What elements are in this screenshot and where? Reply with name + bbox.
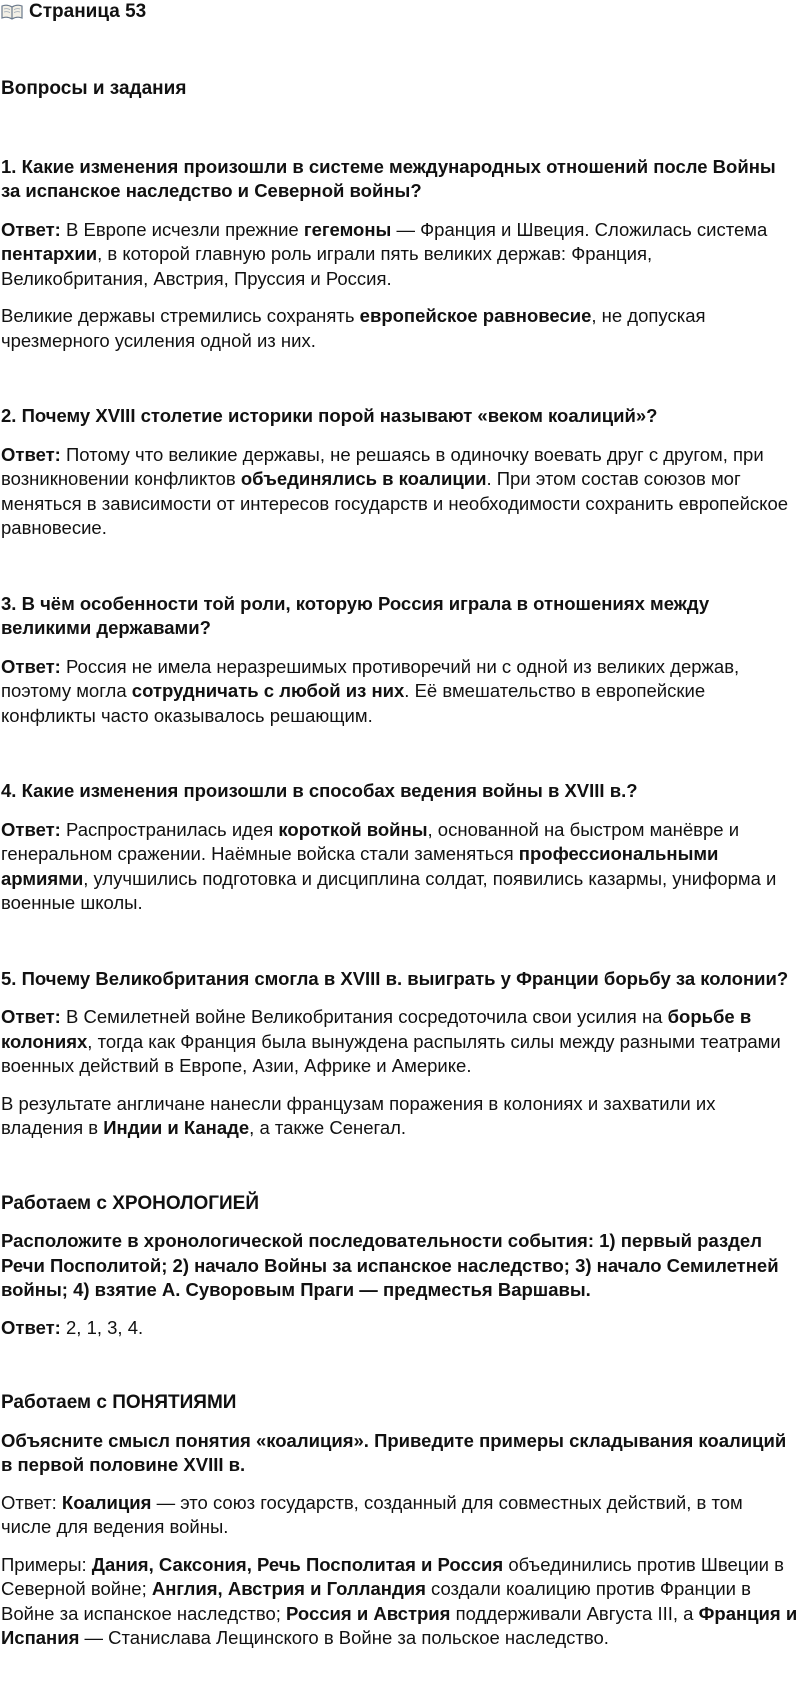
section-title: Вопросы и задания <box>1 78 187 99</box>
concepts-answer: Ответ: Коалиция — это союз государств, созданный для совместных действий, в том числе для ведения войны. <box>1 1491 743 1537</box>
answer-2: Ответ: Потому что великие державы, не решаясь в одиночку воевать друг с другом, при возникновении конфликтов объединялись в коалиции. При этом состав союзов мог меняться в зависимости от интересов государств и необходимости сохранить европейское равновесие. <box>1 443 789 538</box>
answer-label: Ответ: <box>1 655 61 677</box>
answer-label: Ответ: <box>1 218 61 240</box>
page-header <box>1 0 798 24</box>
concepts-title: Работаем с ПОНЯТИЯМИ <box>1 1392 237 1413</box>
question-2: 2. Почему XVIII столетие историки порой называют «веком коалиций»? <box>1 405 658 426</box>
answer-label: Ответ: <box>1 443 61 465</box>
concepts-examples: Примеры: Дания, Саксония, Речь Посполитая и Россия объединились против Швеции в Северной войне; Англия, Австрия и Голландия создали коалицию против Франции в Войне за испанское наследство; Россия и Австрия поддерживали Августа III, а Франция и Испания — Станислава Лещинского в Войне за польское наследство. <box>1 1553 798 1648</box>
answer-1: Ответ: В Европе исчезли прежние гегемоны — Франция и Швеция. Сложилась система пентархии, в которой главную роль играли пять великих держав: Франция, Великобритания, Австрия, Пруссия и Россия. <box>1 218 768 289</box>
question-4: 4. Какие изменения произошли в способах ведения войны в XVIII в.? <box>1 780 638 801</box>
chronology-answer: Ответ: 2, 1, 3, 4. <box>1 1316 144 1338</box>
answer-label: Ответ: <box>1 1006 61 1027</box>
answer-label: Ответ: <box>1 818 61 840</box>
open-book-icon <box>1 4 23 20</box>
answer-label: Ответ: <box>1 1491 62 1513</box>
answer-3: Ответ: Россия не имела неразрешимых противоречий ни с одной из великих держав, поэтому могла сотрудничать с любой из них. Её вмешательство в европейские конфликты часто оказывалось решающим. <box>1 655 740 726</box>
chronology-title: Работаем с ХРОНОЛОГИЕЙ <box>1 1192 259 1214</box>
answer-4: Ответ: Распространилась идея короткой войны, основанной на быстром манёвре и генеральном сражении. Наёмные войска стали заменяться профессиональными армиями, улучшились подготовка и дисциплина солдат, появились казармы, униформа и военные школы. <box>1 818 777 913</box>
chronology-task: Расположите в хронологической последовательности события: 1) первый раздел Речи Посполитой; 2) начало Войны за испанское наследство; 3) начало Семилетней войны; 4) взятие А. Суворовым Праги — предместья Варшавы. <box>1 1230 779 1300</box>
concepts-task: Объясните смысл понятия «коалиция». Приведите примеры складывания коалиций в первой половине XVIII в. <box>1 1429 787 1475</box>
answer-5: Ответ: В Семилетней войне Великобритания сосредоточила свои усилия на борьбе в колониях, тогда как Франция была вынуждена распылять силы между разными театрами военных действий в Европе, Азии, Африке и Америке. <box>1 1006 781 1076</box>
page-title: Страница 53 <box>29 0 147 22</box>
answer-1-paragraph-2: Великие державы стремились сохранять европейское равновесие, не допуская чрезмерного усиления одной из них. <box>1 305 706 351</box>
answer-label: Ответ: <box>1 1316 61 1338</box>
question-5: 5. Почему Великобритания смогла в XVIII в. выиграть у Франции борьбу за колонии? <box>1 967 789 989</box>
question-1: 1. Какие изменения произошли в системе международных отношений после Войны за испанское наследство и Северной войны? <box>1 155 776 201</box>
question-3: 3. В чём особенности той роли, которую Россия играла в отношениях между великими державами? <box>1 592 710 638</box>
answer-5-paragraph-2: В результате англичане нанесли французам поражения в колониях и захватили их владения в Индии и Канаде, а также Сенегал. <box>1 1092 716 1138</box>
